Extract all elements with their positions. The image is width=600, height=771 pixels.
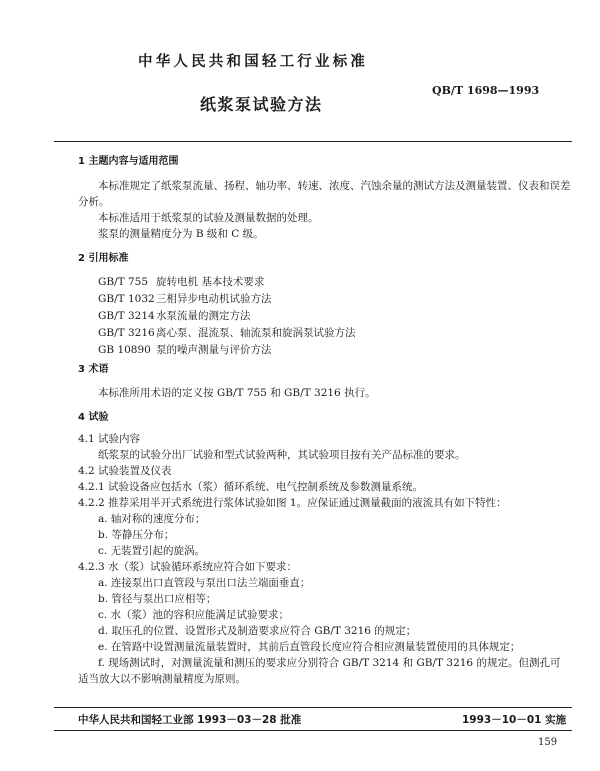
clause-4-2-3: 4.2.3 水（浆）试验循环系统应符合如下要求： <box>78 561 298 573</box>
reference-code: GB/T 755 <box>98 276 149 288</box>
reference-list <box>98 275 518 360</box>
implementation-date: 1993－10－01 实施 <box>462 714 567 726</box>
reference-name: 水泵流量的测定方法 <box>156 310 251 322</box>
reference-code: GB/T 3214 <box>98 310 155 322</box>
section-4-title: 4 试验 <box>78 412 109 423</box>
reference-item <box>98 275 518 292</box>
list-item: b. 等静压分布； <box>98 529 175 541</box>
list-item: e. 在管路中设置测量流量装置时，其前后直管段长度应符合相应测量装置使用的具体规定； <box>98 641 521 653</box>
header-rule <box>54 141 572 142</box>
reference-item <box>98 309 518 326</box>
subsection-4-1-title: 4.1 试验内容 <box>78 433 141 445</box>
section-1-paragraph-1: 本标准规定了纸浆泵流量、扬程、轴功率、转速、浓度、汽蚀余量的测试方法及测量装置、仪表和误差 <box>98 180 571 192</box>
reference-code: GB 10890 <box>98 344 151 356</box>
reference-code: GB/T 1032 <box>98 293 155 305</box>
document-title: 纸浆泵试验方法 <box>200 95 323 114</box>
subsection-4-2-title: 4.2 试验装置及仪表 <box>78 465 172 477</box>
reference-name: 泵的噪声测量与评价方法 <box>156 344 272 356</box>
section-1-paragraph-2: 本标准适用于纸浆泵的试验及测量数据的处理。 <box>98 212 319 224</box>
approval-line: 中华人民共和国轻工业部 1993－03－28 批准 <box>78 714 302 726</box>
section-1-paragraph-3: 浆泵的测量精度分为 B 级和 C 级。 <box>98 228 264 240</box>
reference-name: 离心泵、混流泵、轴流泵和旋涡泵试验方法 <box>156 327 356 339</box>
reference-name: 旋转电机 基本技术要求 <box>156 276 265 288</box>
reference-name: 三相异步电动机试验方法 <box>156 293 272 305</box>
reference-item <box>98 292 518 309</box>
list-item: a. 连接泵出口直管段与泵出口法兰端面垂直； <box>98 577 311 589</box>
section-3-paragraph: 本标准所用术语的定义按 GB/T 755 和 GB/T 3216 执行。 <box>98 387 376 399</box>
section-1-paragraph-1-cont: 分析。 <box>78 196 110 208</box>
list-item: c. 水（浆）池的容积应能满足试验要求； <box>98 609 290 621</box>
footer-rule-bottom <box>54 730 572 731</box>
clause-4-2-2-list <box>98 512 205 560</box>
issuing-authority-title: 中华人民共和国轻工行业标准 <box>138 54 369 70</box>
clause-4-2-3-list <box>98 576 560 672</box>
footer-rule-top <box>54 707 572 708</box>
section-2-title: 2 引用标准 <box>78 253 129 264</box>
list-item: d. 取压孔的位置、设置形式及制造要求应符合 GB/T 3216 的规定； <box>98 625 417 637</box>
reference-item <box>98 343 518 360</box>
list-item: c. 无装置引起的旋涡。 <box>98 545 206 557</box>
subsection-4-1-paragraph: 纸浆泵的试验分出厂试验和型式试验两种，其试验项目按有关产品标准的要求。 <box>98 449 466 461</box>
clause-4-2-3-continuation: 适当放大以不影响测量精度为原则。 <box>78 673 246 685</box>
section-1-title: 1 主题内容与适用范围 <box>78 156 179 167</box>
list-item: f. 现场测试时，对测量流量和测压的要求应分别符合 GB/T 3214 和 GB/T 3216 的规定。但测孔可 <box>98 657 561 669</box>
standard-number: QB/T 1698—1993 <box>432 84 540 97</box>
clause-4-2-1: 4.2.1 试验设备应包括水（浆）循环系统、电气控制系统及参数测量系统。 <box>78 481 424 493</box>
page-number: 159 <box>538 737 558 748</box>
section-3-title: 3 术语 <box>78 364 109 375</box>
list-item: b. 管径与泵出口应相等； <box>98 593 217 605</box>
reference-code: GB/T 3216 <box>98 327 155 339</box>
reference-item <box>98 326 518 343</box>
list-item: a. 轴对称的速度分布； <box>98 513 206 525</box>
clause-4-2-2: 4.2.2 推荐采用半开式系统进行浆体试验如图 1。应保证通过测量截面的液流具有如下特性： <box>78 497 507 509</box>
